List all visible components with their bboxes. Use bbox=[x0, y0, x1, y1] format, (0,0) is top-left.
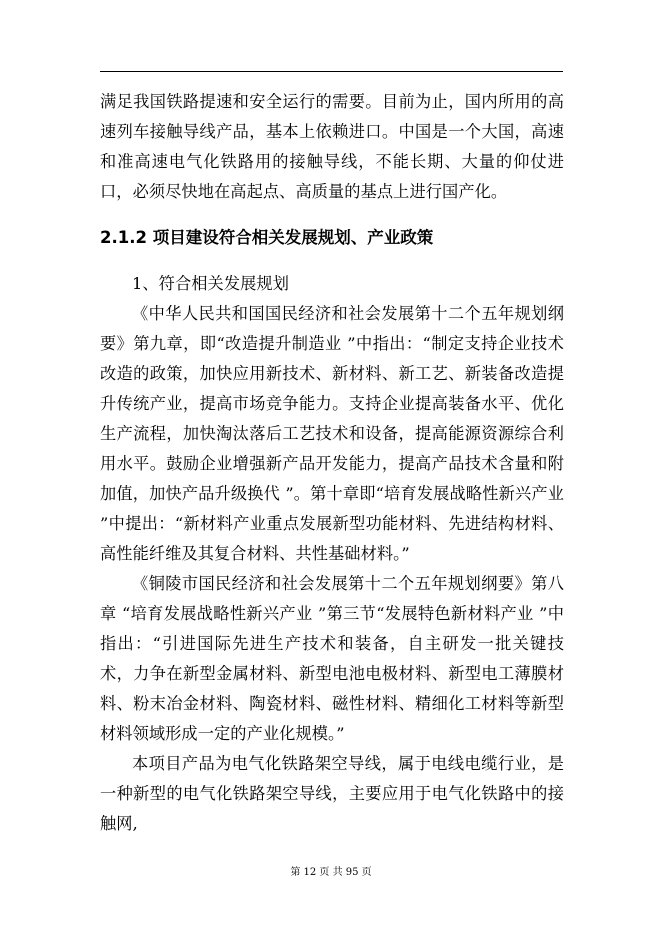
paragraph-continuation: 满足我国铁路提速和安全运行的需要。目前为止，国内所用的高速列车接触导线产品，基本上依赖进口。中国是一个大国，高速和准高速电气化铁路用的接触导线，不能长期、大量的仰仗进口，必须尽快地在高起点、高质量的基点上进行国产化。 bbox=[100, 92, 564, 201]
paragraph-tongling-plan: 《铜陵市国民经济和社会发展第十二个五年规划纲要》第八章 “培育发展战略性新兴产业 ”第三节“发展特色新材料产业 ”中指出：“引进国际先进生产技术和装备，自主研发一批关键技术，力争在新型金属材料、新型电池电极材料、新型电工薄膜材料、粉末冶金材料、陶瓷材料、磁性材料、精细化工材料等新型材料领域形成一定的产业化规模。” bbox=[100, 574, 564, 743]
paragraph-national-plan: 《中华人民共和国国民经济和社会发展第十二个五年规划纲要》第九章，即“改造提升制造业 ”中指出：“制定支持企业技术改造的政策，加快应用新技术、新材料、新工艺、新装备改造提升传统产业，提高市场竞争能力。支持企业提高装备水平、优化生产流程，加快淘汰落后工艺技术和设备，提高能源资源综合利用水平。鼓励企业增强新产品开发能力，提高产品技术含量和附加值，加快产品升级换代 ”。第十章即“培育发展战略性新兴产业 ”中提出：“新材料产业重点发展新型功能材料、先进结构材料、高性能纤维及其复合材料、共性基础材料。” bbox=[100, 304, 564, 563]
document-body bbox=[100, 87, 564, 839]
subsection-heading: 1、符合相关发展规划 bbox=[132, 274, 289, 293]
page-number: 第 12 页 共 95 页 bbox=[290, 867, 372, 878]
paragraph-product: 本项目产品为电气化铁路架空导线，属于电线电缆行业，是一种新型的电气化铁路架空导线，主要应用于电气化铁路中的接触网, bbox=[100, 754, 564, 833]
section-heading: 2.1.2 项目建设符合相关发展规划、产业政策 bbox=[100, 228, 434, 247]
header-rule bbox=[100, 71, 563, 72]
